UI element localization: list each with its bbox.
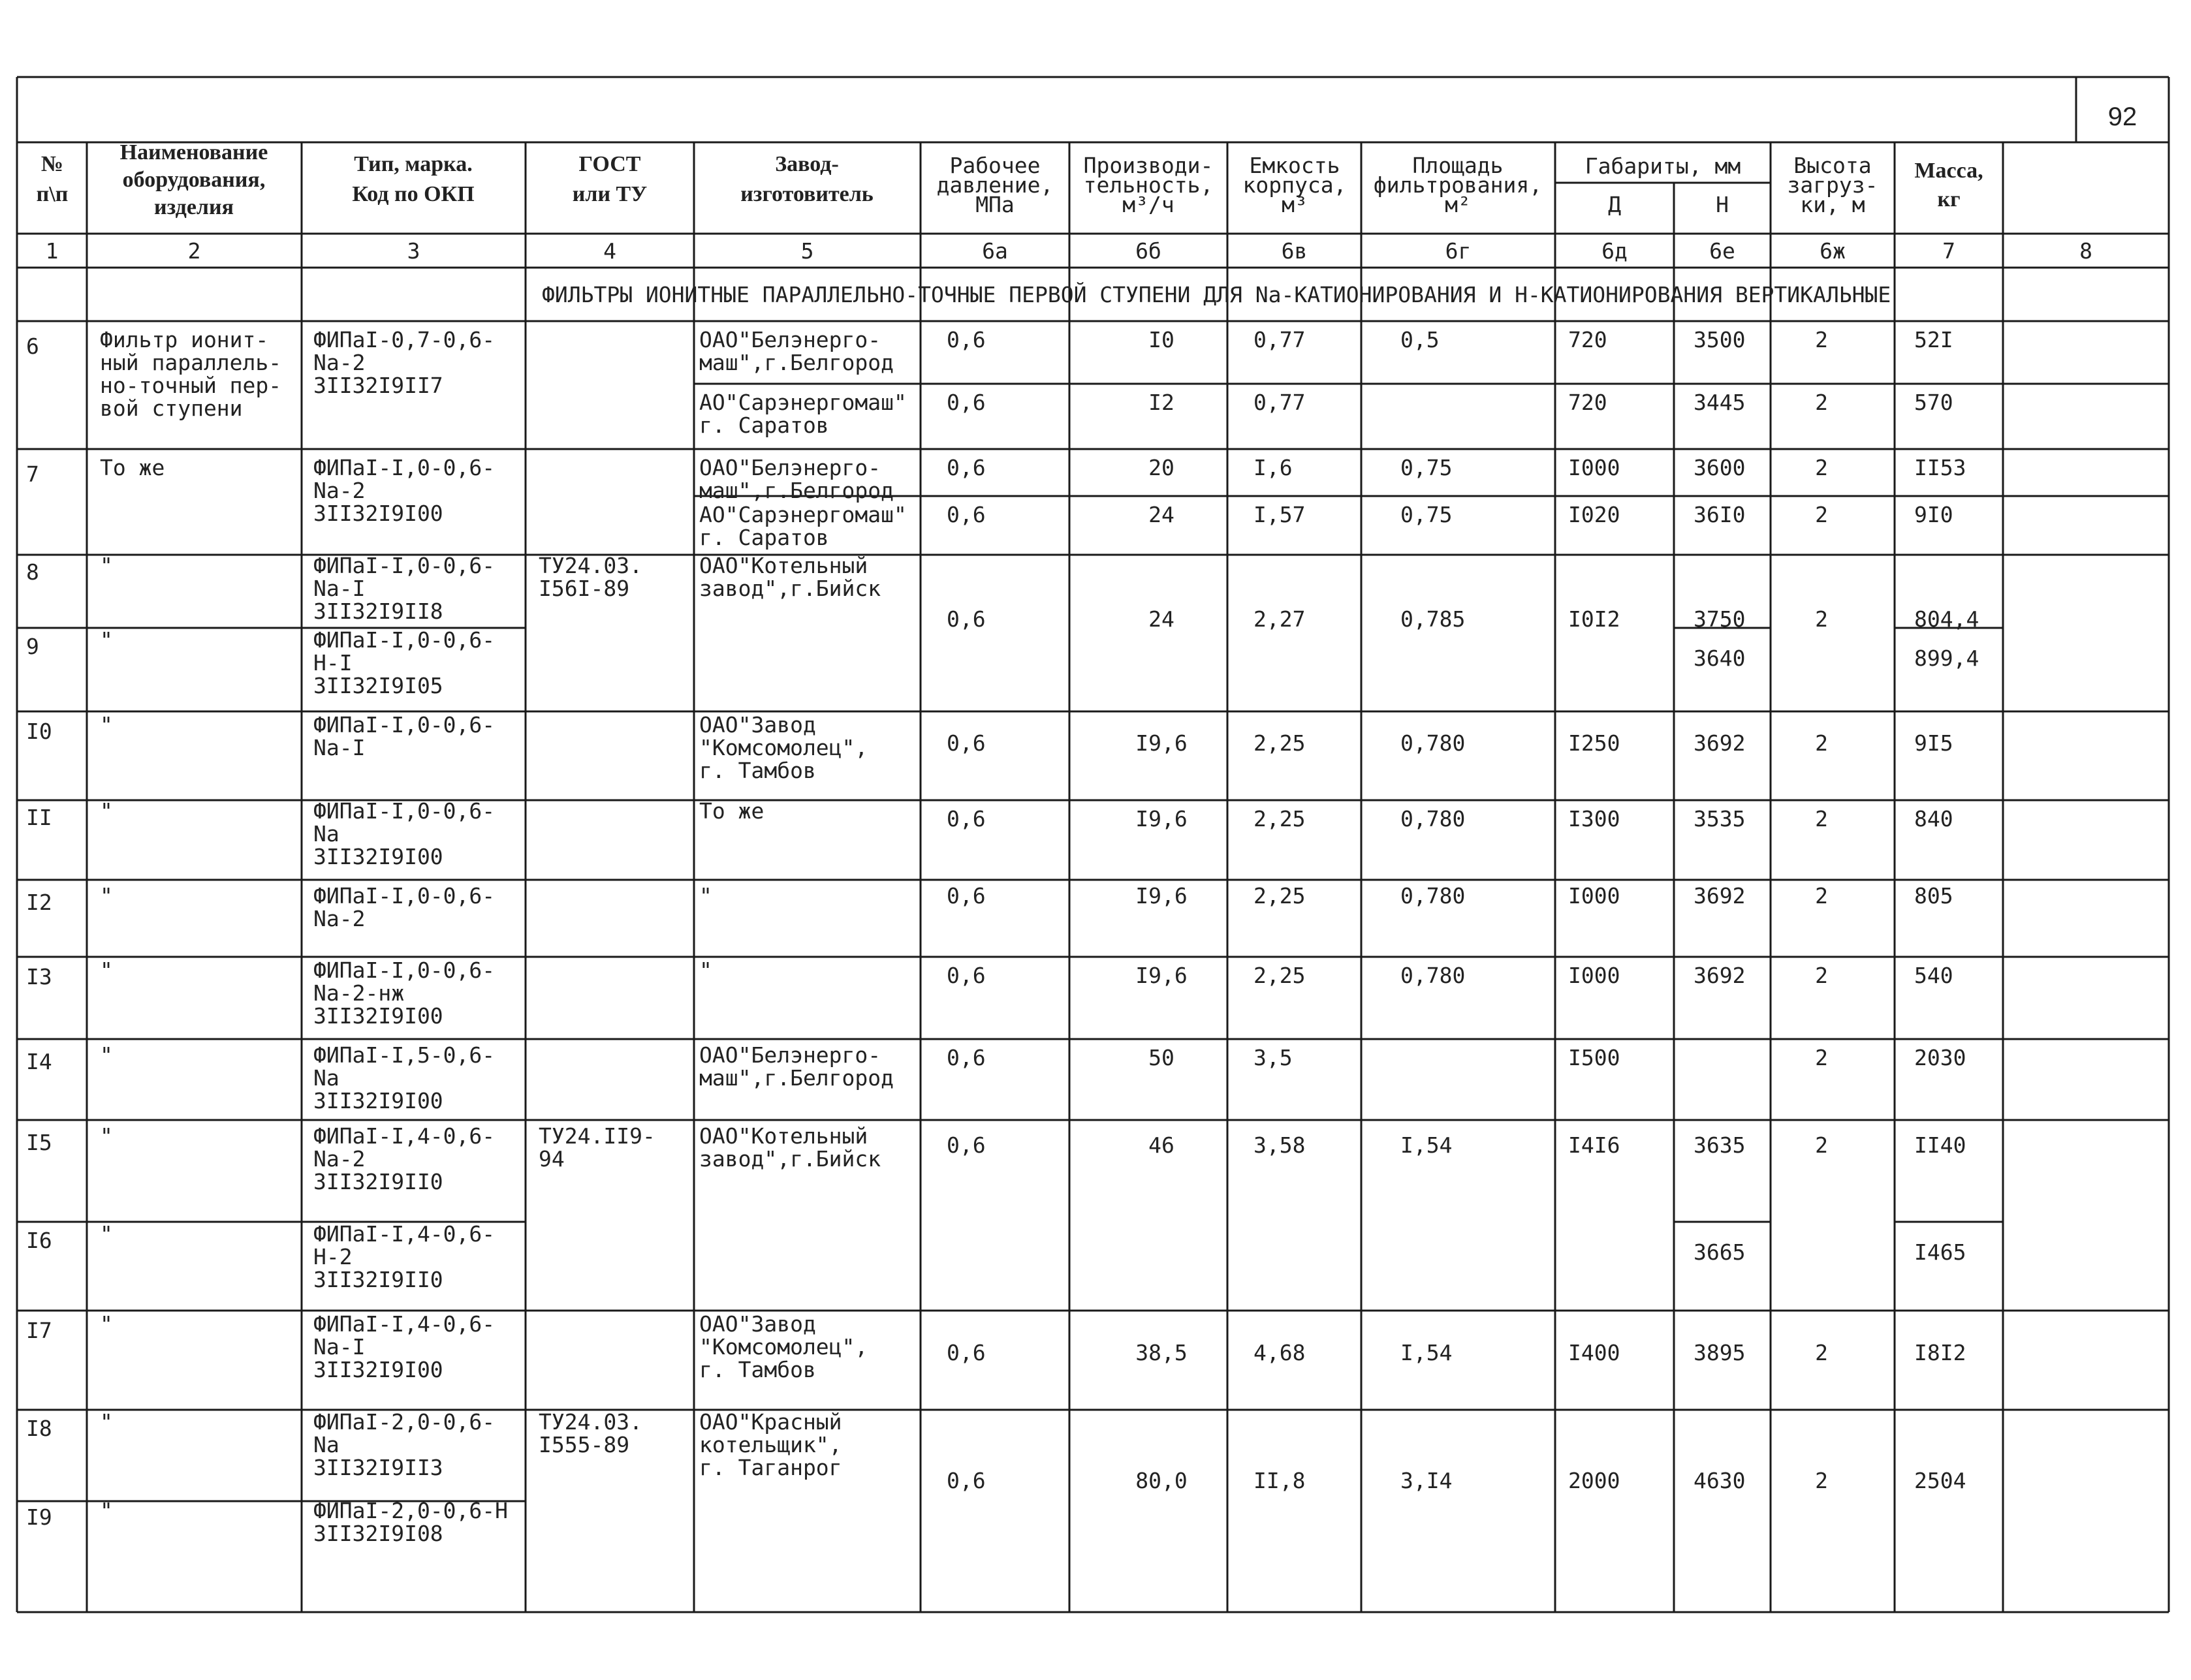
row-number: 7: [26, 461, 39, 487]
row-name: ": [100, 627, 113, 653]
header-col6g: фильтрования,: [1373, 172, 1543, 198]
row-type: 3II32I9I00: [313, 1357, 443, 1382]
row-diameter: I250: [1568, 730, 1620, 756]
row-pressure: 0,6: [947, 606, 986, 632]
row-maker: г. Саратов: [699, 412, 829, 438]
row-type: 3II32I9I00: [313, 844, 443, 869]
row-load-height: 2: [1815, 455, 1828, 480]
row-type: 3II32I9I00: [313, 501, 443, 526]
row-name: ": [100, 1123, 113, 1149]
row-number: I2: [26, 890, 52, 915]
row-load-height: 2: [1815, 1468, 1828, 1493]
row-capacity: 46: [1148, 1132, 1174, 1158]
row-load-height: 2: [1815, 963, 1828, 988]
row-mass: 2504: [1914, 1468, 1966, 1493]
row-type: Na-2-нж: [313, 980, 405, 1006]
row-type: 3II32I9II0: [313, 1169, 443, 1194]
row-capacity: I9,6: [1135, 963, 1188, 988]
row-mass: I8I2: [1914, 1340, 1966, 1365]
header-col2: оборудования,: [122, 168, 266, 192]
row-volume: I,6: [1253, 455, 1293, 480]
row-name: ": [100, 957, 113, 983]
row-load-height: 2: [1815, 390, 1828, 415]
row-area: 0,785: [1400, 606, 1466, 632]
row-type: Na-I: [313, 1334, 366, 1360]
column-number: 6в: [1281, 238, 1308, 264]
row-type: Na-I: [313, 576, 366, 601]
row-volume: 3,5: [1253, 1045, 1293, 1070]
row-gost: I555-89: [539, 1432, 630, 1457]
row-maker: "Комсомолец",: [699, 1334, 868, 1360]
row-number: 6: [26, 334, 39, 359]
row-type: Н-2: [313, 1244, 353, 1269]
row-pressure: 0,6: [947, 963, 986, 988]
row-number: I9: [26, 1504, 52, 1530]
row-type: Na-2: [313, 478, 366, 503]
column-number: 3: [407, 238, 420, 264]
row-type: Na-2: [313, 1146, 366, 1172]
column-number: 6г: [1445, 238, 1472, 264]
row-capacity: I2: [1148, 390, 1174, 415]
row-type: 3II32I9II3: [313, 1455, 443, 1480]
row-maker: ОАО"Завод: [699, 712, 816, 738]
row-type: Na: [313, 821, 339, 847]
row-type: ФИПаI-I,4-0,6-: [313, 1123, 496, 1149]
row-height: 3635: [1694, 1132, 1746, 1158]
row-type: ФИПаI-I,0-0,6-: [313, 798, 496, 824]
row-capacity: I9,6: [1135, 806, 1188, 832]
row-diameter: 2000: [1568, 1468, 1620, 1493]
row-maker: г. Таганрог: [699, 1455, 842, 1480]
row-name: ": [100, 553, 113, 578]
row-height: 3640: [1694, 646, 1746, 671]
row-name: ": [100, 1409, 113, 1435]
header-col1: п\п: [36, 182, 69, 206]
row-pressure: 0,6: [947, 502, 986, 527]
row-height: 3692: [1694, 883, 1746, 909]
row-mass: 9I5: [1914, 730, 1953, 756]
row-area: 0,780: [1400, 730, 1466, 756]
row-capacity: 20: [1148, 455, 1174, 480]
column-number: 5: [800, 238, 814, 264]
row-number: I6: [26, 1228, 52, 1253]
row-type: Na: [313, 1432, 339, 1457]
row-maker: ОАО"Котельный: [699, 553, 868, 578]
row-mass: II40: [1914, 1132, 1966, 1158]
header-col6g: м²: [1445, 192, 1471, 217]
row-number: I7: [26, 1318, 52, 1343]
row-type: ФИПаI-I,0-0,6-: [313, 957, 496, 983]
row-mass: 899,4: [1914, 646, 1979, 671]
row-volume: 0,77: [1253, 327, 1306, 352]
row-capacity: 24: [1148, 606, 1174, 632]
row-pressure: 0,6: [947, 1468, 986, 1493]
row-maker: маш",г.Белгород: [699, 1065, 894, 1091]
row-type: ФИПаI-0,7-0,6-: [313, 327, 496, 352]
row-gost: I56I-89: [539, 576, 630, 601]
row-maker: завод",г.Бийск: [699, 1146, 881, 1172]
row-maker: г. Тамбов: [699, 758, 816, 783]
row-maker: котельщик",: [699, 1432, 842, 1457]
row-name: ": [100, 798, 113, 824]
row-height: 3535: [1694, 806, 1746, 832]
row-name: Фильтр ионит-: [100, 327, 269, 352]
row-mass: 540: [1914, 963, 1953, 988]
column-number: 6д: [1601, 238, 1628, 264]
row-height: 4630: [1694, 1468, 1746, 1493]
row-area: I,54: [1400, 1340, 1453, 1365]
column-number: 7: [1942, 238, 1955, 264]
column-number: 4: [603, 238, 616, 264]
row-load-height: 2: [1815, 883, 1828, 909]
row-type: 3II32I9I05: [313, 673, 443, 698]
row-maker: ОАО"Белэнерго-: [699, 327, 881, 352]
row-capacity: 50: [1148, 1045, 1174, 1070]
row-capacity: I9,6: [1135, 883, 1188, 909]
row-load-height: 2: [1815, 806, 1828, 832]
row-volume: 0,77: [1253, 390, 1306, 415]
row-height: 3750: [1694, 606, 1746, 632]
row-pressure: 0,6: [947, 327, 986, 352]
header-col6v: Емкость: [1249, 153, 1340, 178]
row-capacity: 80,0: [1135, 1468, 1188, 1493]
row-mass: 570: [1914, 390, 1953, 415]
header-gabarity: Габариты, мм: [1584, 153, 1741, 179]
header-col2: изделия: [154, 195, 234, 219]
header-col7: Масса,: [1914, 159, 1983, 183]
row-area: I,54: [1400, 1132, 1453, 1158]
row-diameter: 720: [1568, 327, 1607, 352]
row-type: ФИПаI-I,5-0,6-: [313, 1042, 496, 1068]
row-maker: ": [699, 883, 712, 909]
header-col5: изготовитель: [740, 182, 874, 206]
row-load-height: 2: [1815, 1045, 1828, 1070]
column-number: 6е: [1709, 238, 1735, 264]
header-col6v: корпуса,: [1242, 172, 1347, 198]
row-maker: То же: [699, 798, 764, 824]
column-number: 2: [187, 238, 201, 264]
row-number: I4: [26, 1049, 52, 1074]
row-name: вой ступени: [100, 396, 243, 421]
row-capacity: I9,6: [1135, 730, 1188, 756]
row-type: ФИПаI-2,0-0,6-: [313, 1409, 496, 1435]
header-col4: или ТУ: [572, 182, 648, 206]
row-name: ": [100, 883, 113, 909]
row-type: ФИПаI-I,0-0,6-: [313, 553, 496, 578]
row-number: I0: [26, 719, 52, 744]
header-col6a: МПа: [975, 192, 1015, 217]
row-volume: II,8: [1253, 1468, 1306, 1493]
row-capacity: I0: [1148, 327, 1174, 352]
row-name: но-точный пер-: [100, 373, 282, 398]
header-col6v: м³: [1282, 192, 1308, 217]
row-maker: "Комсомолец",: [699, 735, 868, 760]
row-mass: 52I: [1914, 327, 1953, 352]
header-col6b: тельность,: [1083, 172, 1214, 198]
row-mass: 2030: [1914, 1045, 1966, 1070]
row-load-height: 2: [1815, 606, 1828, 632]
row-diameter: I000: [1568, 883, 1620, 909]
row-maker: ": [699, 957, 712, 983]
row-maker: ОАО"Белэнерго-: [699, 455, 881, 480]
row-type: 3II32I9II7: [313, 373, 443, 398]
row-load-height: 2: [1815, 502, 1828, 527]
row-pressure: 0,6: [947, 730, 986, 756]
row-diameter: I4I6: [1568, 1132, 1620, 1158]
row-name: ный параллель-: [100, 350, 282, 375]
row-volume: 2,27: [1253, 606, 1306, 632]
row-maker: маш",г.Белгород: [699, 478, 894, 503]
header-col1: №: [40, 152, 64, 176]
row-name: ": [100, 712, 113, 738]
row-pressure: 0,6: [947, 806, 986, 832]
row-maker: завод",г.Бийск: [699, 576, 881, 601]
column-number: 6б: [1135, 238, 1161, 264]
row-maker: АО"Сарэнергомаш": [699, 390, 907, 415]
row-maker: маш",г.Белгород: [699, 350, 894, 375]
row-number: 8: [26, 559, 39, 585]
row-pressure: 0,6: [947, 390, 986, 415]
row-mass: 805: [1914, 883, 1953, 909]
row-type: Na-2: [313, 350, 366, 375]
row-type: 3II32I9I08: [313, 1521, 443, 1546]
row-type: ФИПаI-I,0-0,6-: [313, 712, 496, 738]
page-number: 92: [2107, 102, 2137, 131]
row-diameter: I400: [1568, 1340, 1620, 1365]
row-pressure: 0,6: [947, 1045, 986, 1070]
column-number: 6а: [982, 238, 1008, 264]
row-number: I8: [26, 1416, 52, 1441]
row-pressure: 0,6: [947, 883, 986, 909]
row-maker: г. Тамбов: [699, 1357, 816, 1382]
header-col6a: Рабочее: [949, 153, 1041, 178]
row-load-height: 2: [1815, 1132, 1828, 1158]
row-pressure: 0,6: [947, 455, 986, 480]
row-type: 3II32I9I00: [313, 1003, 443, 1029]
row-mass: 804,4: [1914, 606, 1979, 632]
row-volume: 2,25: [1253, 963, 1306, 988]
row-load-height: 2: [1815, 327, 1828, 352]
column-number: 8: [2079, 238, 2092, 264]
row-mass: II53: [1914, 455, 1966, 480]
row-height: 3895: [1694, 1340, 1746, 1365]
row-maker: г. Саратов: [699, 525, 829, 550]
row-area: 0,780: [1400, 883, 1466, 909]
row-load-height: 2: [1815, 730, 1828, 756]
row-volume: 4,68: [1253, 1340, 1306, 1365]
row-mass: 840: [1914, 806, 1953, 832]
row-height: 3445: [1694, 390, 1746, 415]
row-volume: 2,25: [1253, 883, 1306, 909]
row-maker: ОАО"Белэнерго-: [699, 1042, 881, 1068]
row-gost: 94: [539, 1146, 565, 1172]
row-capacity: 38,5: [1135, 1340, 1188, 1365]
row-height: 3600: [1694, 455, 1746, 480]
row-area: 0,5: [1400, 327, 1440, 352]
header-col6zh: загруз-: [1787, 172, 1878, 198]
row-pressure: 0,6: [947, 1340, 986, 1365]
header-col6g: Площадь: [1412, 153, 1504, 178]
row-height: 3500: [1694, 327, 1746, 352]
row-type: ФИПаI-2,0-0,6-Н: [313, 1498, 509, 1523]
row-number: I3: [26, 964, 52, 989]
row-type: ФИПаI-I,0-0,6-: [313, 627, 496, 653]
row-name: ": [100, 1311, 113, 1337]
row-area: 0,75: [1400, 502, 1453, 527]
row-type: ФИПаI-I,4-0,6-: [313, 1221, 496, 1247]
header-col2: Наименование: [119, 140, 268, 164]
row-maker: ОАО"Красный: [699, 1409, 842, 1435]
row-type: ФИПаI-I,0-0,6-: [313, 883, 496, 909]
row-type: 3II32I9I00: [313, 1088, 443, 1113]
section-title: ФИЛЬТРЫ ИОНИТНЫЕ ПАРАЛЛЕЛЬНО-ТОЧНЫЕ ПЕРВОЙ СТУПЕНИ ДЛЯ Na-КАТИОНИРОВАНИЯ И Н-КАТИОНИРОВАНИЯ ВЕРТИКАЛЬНЫЕ: [542, 282, 1891, 307]
row-mass: I465: [1914, 1239, 1966, 1265]
header-col6zh: ки, м: [1800, 192, 1865, 217]
row-diameter: I000: [1568, 963, 1620, 988]
header-col6d: Д: [1608, 192, 1621, 217]
row-type: ФИПаI-I,0-0,6-: [313, 455, 496, 480]
header-col6b: Производи-: [1083, 153, 1214, 178]
row-diameter: I0I2: [1568, 606, 1620, 632]
row-diameter: I000: [1568, 455, 1620, 480]
row-area: 3,I4: [1400, 1468, 1453, 1493]
row-type: 3II32I9II0: [313, 1267, 443, 1292]
row-gost: ТУ24.II9-: [539, 1123, 655, 1149]
row-height: 3692: [1694, 963, 1746, 988]
row-pressure: 0,6: [947, 1132, 986, 1158]
header-col6e: Н: [1716, 192, 1729, 217]
row-number: II: [26, 805, 52, 830]
header-col6a: давление,: [936, 172, 1054, 198]
header-col5: Завод-: [775, 152, 839, 176]
row-name: ": [100, 1221, 113, 1247]
row-area: 0,780: [1400, 806, 1466, 832]
row-capacity: 24: [1148, 502, 1174, 527]
row-diameter: I300: [1568, 806, 1620, 832]
row-maker: АО"Сарэнергомаш": [699, 502, 907, 527]
column-number: 1: [45, 238, 59, 264]
row-type: Н-I: [313, 650, 353, 676]
row-maker: ОАО"Завод: [699, 1311, 816, 1337]
header-col3: Тип, марка.: [354, 152, 473, 176]
row-volume: 3,58: [1253, 1132, 1306, 1158]
row-height: 3692: [1694, 730, 1746, 756]
row-number: I5: [26, 1130, 52, 1155]
row-type: Na: [313, 1065, 339, 1091]
row-name: ": [100, 1498, 113, 1523]
header-col4: ГОСТ: [578, 152, 641, 176]
row-volume: 2,25: [1253, 730, 1306, 756]
row-mass: 9I0: [1914, 502, 1953, 527]
row-height: 36I0: [1694, 502, 1746, 527]
row-type: ФИПаI-I,4-0,6-: [313, 1311, 496, 1337]
header-col3: Код по ОКП: [352, 182, 475, 206]
row-load-height: 2: [1815, 1340, 1828, 1365]
row-height: 3665: [1694, 1239, 1746, 1265]
row-area: 0,780: [1400, 963, 1466, 988]
table-text: [26, 102, 2137, 1546]
row-diameter: I500: [1568, 1045, 1620, 1070]
row-diameter: 720: [1568, 390, 1607, 415]
header-col7: кг: [1937, 187, 1961, 211]
row-name: То же: [100, 455, 165, 480]
row-volume: 2,25: [1253, 806, 1306, 832]
row-type: Na-I: [313, 735, 366, 760]
header-col6zh: Высота: [1793, 153, 1872, 178]
row-volume: I,57: [1253, 502, 1306, 527]
header-col6b: м³/ч: [1122, 192, 1174, 217]
row-maker: ОАО"Котельный: [699, 1123, 868, 1149]
row-number: 9: [26, 634, 39, 659]
row-gost: ТУ24.03.: [539, 553, 642, 578]
row-area: 0,75: [1400, 455, 1453, 480]
row-type: Na-2: [313, 906, 366, 931]
column-number: 6ж: [1820, 238, 1846, 264]
row-diameter: I020: [1568, 502, 1620, 527]
row-name: ": [100, 1042, 113, 1068]
row-gost: ТУ24.03.: [539, 1409, 642, 1435]
row-type: 3II32I9II8: [313, 599, 443, 624]
